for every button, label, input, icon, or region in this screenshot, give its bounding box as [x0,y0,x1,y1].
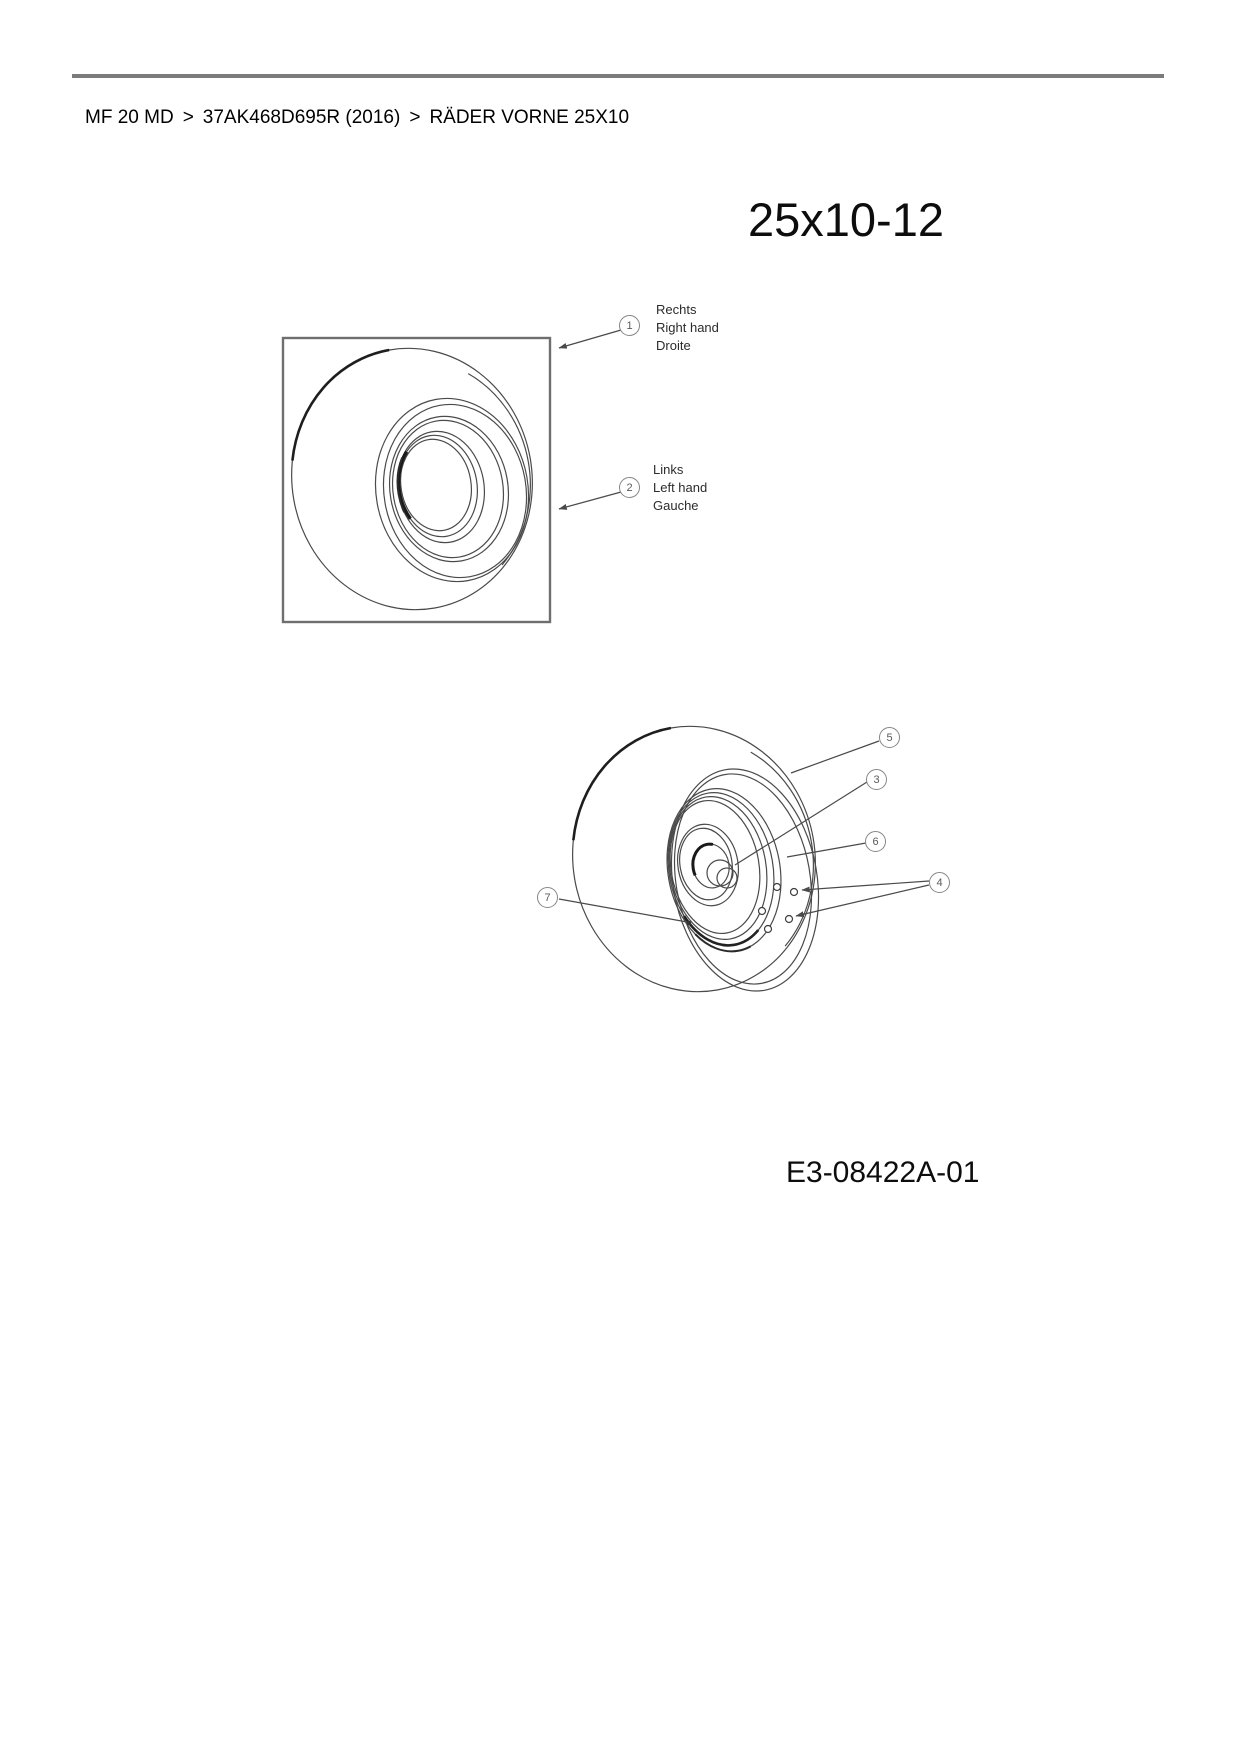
label-links: Links [653,462,684,477]
figure1-frame [283,338,550,622]
callout-1[interactable]: 1 [619,315,640,336]
drawing-number: E3-08422A-01 [786,1156,980,1189]
label-left-hand: Left hand [653,480,708,495]
tire-size-title: 25x10-12 [748,193,944,246]
breadcrumb-section[interactable]: RÄDER VORNE 25X10 [429,107,630,128]
callout-2[interactable]: 2 [619,477,640,498]
figure1-wheel-drawing [271,329,553,629]
callout-7[interactable]: 7 [537,887,558,908]
breadcrumb-separator: > [409,107,421,128]
figure2-wheel-drawing [552,707,837,1011]
callout-1-label [656,301,719,355]
callout-2-label [653,461,707,515]
callout-5[interactable]: 5 [879,727,900,748]
callout-3[interactable]: 3 [866,769,887,790]
breadcrumb-separator: > [182,107,194,128]
figure1-leader-lines [559,330,621,509]
callout-4[interactable]: 4 [929,872,950,893]
label-gauche: Gauche [653,498,699,513]
label-droite: Droite [656,338,691,353]
breadcrumb-serial[interactable]: 37AK468D695R (2016) [202,107,401,128]
label-rechts: Rechts [656,302,697,317]
callout-6[interactable]: 6 [865,831,886,852]
label-right-hand: Right hand [656,320,719,335]
breadcrumb-model[interactable]: MF 20 MD [85,107,174,128]
